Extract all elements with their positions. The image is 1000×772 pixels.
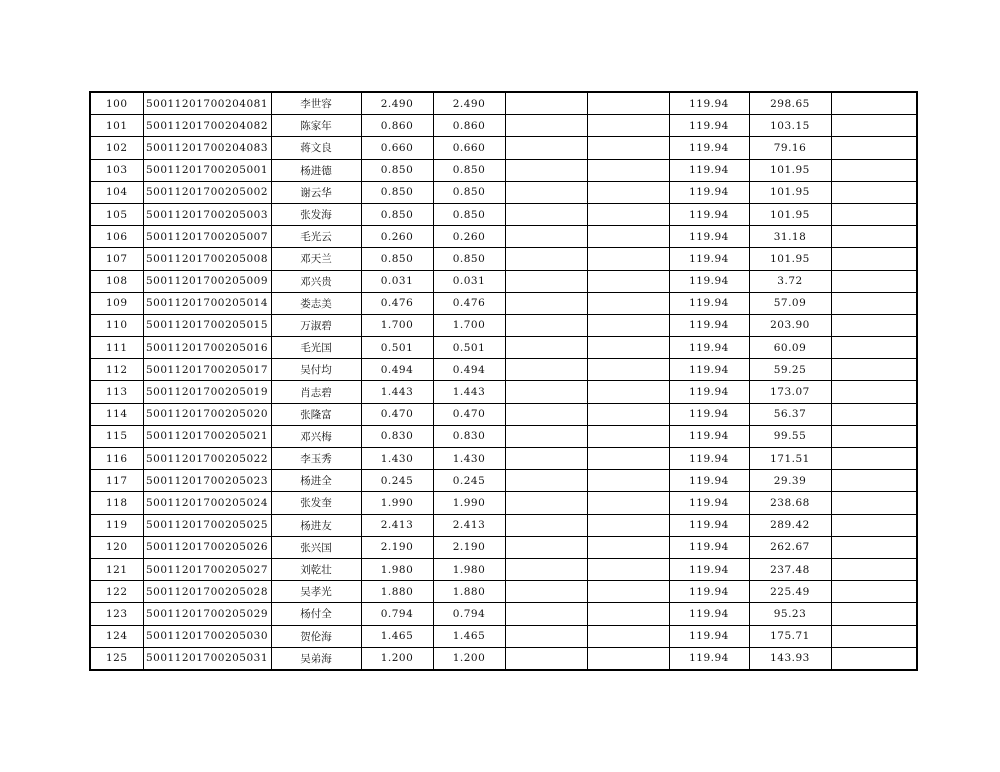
amount-cell: 101.95 (749, 181, 831, 203)
remark-cell (831, 92, 917, 115)
seq-cell: 124 (90, 625, 143, 647)
value-a-cell: 1.990 (361, 492, 433, 514)
seq-cell: 119 (90, 514, 143, 536)
id-cell: 50011201700205007 (143, 226, 271, 248)
remark-cell (831, 292, 917, 314)
value-a-cell: 1.465 (361, 625, 433, 647)
table-body (90, 92, 917, 670)
amount-cell: 225.49 (749, 581, 831, 603)
name-cell: 万淑碧 (271, 314, 361, 336)
amount-cell: 29.39 (749, 470, 831, 492)
value-a-cell: 2.413 (361, 514, 433, 536)
id-cell: 50011201700205020 (143, 403, 271, 425)
value-a-cell: 0.794 (361, 603, 433, 625)
value-b-cell: 2.490 (433, 92, 505, 115)
name-cell: 刘乾壮 (271, 558, 361, 580)
price-cell: 119.94 (669, 470, 749, 492)
id-cell: 50011201700205031 (143, 647, 271, 670)
price-cell: 119.94 (669, 314, 749, 336)
amount-cell: 103.15 (749, 115, 831, 137)
value-b-cell: 0.476 (433, 292, 505, 314)
blank-cell-b (587, 337, 669, 359)
remark-cell (831, 314, 917, 336)
blank-cell-b (587, 625, 669, 647)
amount-cell: 3.72 (749, 270, 831, 292)
value-a-cell: 0.850 (361, 159, 433, 181)
id-cell: 50011201700205003 (143, 203, 271, 225)
id-cell: 50011201700204081 (143, 92, 271, 115)
blank-cell-a (505, 625, 587, 647)
blank-cell-b (587, 181, 669, 203)
seq-cell: 105 (90, 203, 143, 225)
name-cell: 谢云华 (271, 181, 361, 203)
price-cell: 119.94 (669, 381, 749, 403)
seq-cell: 115 (90, 425, 143, 447)
id-cell: 50011201700205001 (143, 159, 271, 181)
seq-cell: 121 (90, 558, 143, 580)
blank-cell-b (587, 403, 669, 425)
blank-cell-b (587, 226, 669, 248)
value-a-cell: 1.430 (361, 448, 433, 470)
seq-cell: 103 (90, 159, 143, 181)
name-cell: 吴付均 (271, 359, 361, 381)
id-cell: 50011201700205002 (143, 181, 271, 203)
remark-cell (831, 337, 917, 359)
remark-cell (831, 425, 917, 447)
value-a-cell: 0.860 (361, 115, 433, 137)
blank-cell-a (505, 536, 587, 558)
remark-cell (831, 603, 917, 625)
table-row (90, 470, 917, 492)
value-a-cell: 0.245 (361, 470, 433, 492)
name-cell: 吴弟海 (271, 647, 361, 670)
amount-cell: 99.55 (749, 425, 831, 447)
blank-cell-a (505, 292, 587, 314)
seq-cell: 118 (90, 492, 143, 514)
blank-cell-b (587, 492, 669, 514)
value-b-cell: 1.430 (433, 448, 505, 470)
value-a-cell: 1.443 (361, 381, 433, 403)
value-b-cell: 0.794 (433, 603, 505, 625)
table-row (90, 647, 917, 670)
seq-cell: 102 (90, 137, 143, 159)
amount-cell: 56.37 (749, 403, 831, 425)
blank-cell-b (587, 514, 669, 536)
blank-cell-b (587, 203, 669, 225)
table-row (90, 226, 917, 248)
table-row (90, 492, 917, 514)
value-b-cell: 0.830 (433, 425, 505, 447)
blank-cell-a (505, 137, 587, 159)
table-row (90, 92, 917, 115)
blank-cell-b (587, 647, 669, 670)
table-row (90, 337, 917, 359)
blank-cell-a (505, 337, 587, 359)
seq-cell: 100 (90, 92, 143, 115)
value-a-cell: 0.494 (361, 359, 433, 381)
value-b-cell: 0.850 (433, 248, 505, 270)
amount-cell: 175.71 (749, 625, 831, 647)
blank-cell-b (587, 581, 669, 603)
id-cell: 50011201700205026 (143, 536, 271, 558)
blank-cell-b (587, 248, 669, 270)
data-table (89, 91, 918, 671)
remark-cell (831, 226, 917, 248)
remark-cell (831, 558, 917, 580)
table-row (90, 359, 917, 381)
value-a-cell: 1.700 (361, 314, 433, 336)
price-cell: 119.94 (669, 159, 749, 181)
price-cell: 119.94 (669, 536, 749, 558)
remark-cell (831, 514, 917, 536)
table-row (90, 625, 917, 647)
name-cell: 贺伦海 (271, 625, 361, 647)
blank-cell-a (505, 514, 587, 536)
seq-cell: 123 (90, 603, 143, 625)
blank-cell-a (505, 603, 587, 625)
price-cell: 119.94 (669, 181, 749, 203)
remark-cell (831, 448, 917, 470)
price-cell: 119.94 (669, 492, 749, 514)
blank-cell-b (587, 359, 669, 381)
amount-cell: 298.65 (749, 92, 831, 115)
seq-cell: 101 (90, 115, 143, 137)
amount-cell: 59.25 (749, 359, 831, 381)
name-cell: 张发奎 (271, 492, 361, 514)
blank-cell-a (505, 159, 587, 181)
value-b-cell: 0.494 (433, 359, 505, 381)
blank-cell-a (505, 381, 587, 403)
id-cell: 50011201700205014 (143, 292, 271, 314)
id-cell: 50011201700204083 (143, 137, 271, 159)
value-a-cell: 0.476 (361, 292, 433, 314)
seq-cell: 113 (90, 381, 143, 403)
id-cell: 50011201700205008 (143, 248, 271, 270)
blank-cell-b (587, 115, 669, 137)
amount-cell: 203.90 (749, 314, 831, 336)
blank-cell-a (505, 270, 587, 292)
amount-cell: 57.09 (749, 292, 831, 314)
name-cell: 邓天兰 (271, 248, 361, 270)
blank-cell-a (505, 181, 587, 203)
remark-cell (831, 381, 917, 403)
seq-cell: 104 (90, 181, 143, 203)
blank-cell-a (505, 359, 587, 381)
value-b-cell: 2.190 (433, 536, 505, 558)
seq-cell: 110 (90, 314, 143, 336)
remark-cell (831, 181, 917, 203)
price-cell: 119.94 (669, 603, 749, 625)
amount-cell: 101.95 (749, 203, 831, 225)
seq-cell: 111 (90, 337, 143, 359)
blank-cell-b (587, 470, 669, 492)
amount-cell: 238.68 (749, 492, 831, 514)
amount-cell: 101.95 (749, 248, 831, 270)
table-row (90, 314, 917, 336)
blank-cell-b (587, 448, 669, 470)
blank-cell-a (505, 558, 587, 580)
blank-cell-a (505, 226, 587, 248)
price-cell: 119.94 (669, 92, 749, 115)
amount-cell: 262.67 (749, 536, 831, 558)
price-cell: 119.94 (669, 625, 749, 647)
name-cell: 蒋文良 (271, 137, 361, 159)
remark-cell (831, 248, 917, 270)
value-b-cell: 1.443 (433, 381, 505, 403)
amount-cell: 101.95 (749, 159, 831, 181)
value-a-cell: 1.880 (361, 581, 433, 603)
value-b-cell: 0.245 (433, 470, 505, 492)
remark-cell (831, 359, 917, 381)
seq-cell: 120 (90, 536, 143, 558)
amount-cell: 60.09 (749, 337, 831, 359)
value-a-cell: 0.031 (361, 270, 433, 292)
value-b-cell: 0.031 (433, 270, 505, 292)
value-b-cell: 2.413 (433, 514, 505, 536)
value-b-cell: 1.700 (433, 314, 505, 336)
blank-cell-a (505, 92, 587, 115)
value-b-cell: 1.465 (433, 625, 505, 647)
blank-cell-b (587, 536, 669, 558)
remark-cell (831, 115, 917, 137)
value-b-cell: 1.200 (433, 647, 505, 670)
table-row (90, 603, 917, 625)
remark-cell (831, 536, 917, 558)
amount-cell: 79.16 (749, 137, 831, 159)
value-b-cell: 1.980 (433, 558, 505, 580)
price-cell: 119.94 (669, 115, 749, 137)
id-cell: 50011201700205029 (143, 603, 271, 625)
name-cell: 杨付全 (271, 603, 361, 625)
table-row (90, 514, 917, 536)
name-cell: 张发海 (271, 203, 361, 225)
amount-cell: 95.23 (749, 603, 831, 625)
value-b-cell: 0.850 (433, 159, 505, 181)
remark-cell (831, 647, 917, 670)
data-sheet (89, 91, 916, 669)
price-cell: 119.94 (669, 425, 749, 447)
value-b-cell: 0.260 (433, 226, 505, 248)
remark-cell (831, 492, 917, 514)
id-cell: 50011201700205016 (143, 337, 271, 359)
seq-cell: 114 (90, 403, 143, 425)
seq-cell: 108 (90, 270, 143, 292)
seq-cell: 117 (90, 470, 143, 492)
blank-cell-b (587, 558, 669, 580)
table-row (90, 115, 917, 137)
table-row (90, 425, 917, 447)
remark-cell (831, 159, 917, 181)
value-b-cell: 0.501 (433, 337, 505, 359)
blank-cell-a (505, 425, 587, 447)
seq-cell: 125 (90, 647, 143, 670)
seq-cell: 106 (90, 226, 143, 248)
name-cell: 陈家年 (271, 115, 361, 137)
value-a-cell: 0.850 (361, 181, 433, 203)
id-cell: 50011201700205024 (143, 492, 271, 514)
blank-cell-a (505, 115, 587, 137)
table-row (90, 581, 917, 603)
value-b-cell: 0.470 (433, 403, 505, 425)
value-a-cell: 1.980 (361, 558, 433, 580)
amount-cell: 171.51 (749, 448, 831, 470)
price-cell: 119.94 (669, 270, 749, 292)
blank-cell-b (587, 292, 669, 314)
id-cell: 50011201700205015 (143, 314, 271, 336)
value-b-cell: 0.860 (433, 115, 505, 137)
blank-cell-b (587, 603, 669, 625)
blank-cell-b (587, 381, 669, 403)
value-a-cell: 0.260 (361, 226, 433, 248)
id-cell: 50011201700205009 (143, 270, 271, 292)
price-cell: 119.94 (669, 359, 749, 381)
seq-cell: 116 (90, 448, 143, 470)
amount-cell: 289.42 (749, 514, 831, 536)
seq-cell: 112 (90, 359, 143, 381)
price-cell: 119.94 (669, 337, 749, 359)
blank-cell-a (505, 492, 587, 514)
price-cell: 119.94 (669, 137, 749, 159)
name-cell: 吴孝光 (271, 581, 361, 603)
price-cell: 119.94 (669, 248, 749, 270)
remark-cell (831, 270, 917, 292)
blank-cell-a (505, 403, 587, 425)
value-a-cell: 0.850 (361, 248, 433, 270)
name-cell: 李玉秀 (271, 448, 361, 470)
blank-cell-b (587, 92, 669, 115)
table-row (90, 448, 917, 470)
name-cell: 邓兴贵 (271, 270, 361, 292)
id-cell: 50011201700205019 (143, 381, 271, 403)
blank-cell-b (587, 159, 669, 181)
blank-cell-a (505, 314, 587, 336)
blank-cell-a (505, 248, 587, 270)
blank-cell-a (505, 647, 587, 670)
table-row (90, 270, 917, 292)
table-row (90, 137, 917, 159)
remark-cell (831, 203, 917, 225)
value-a-cell: 2.190 (361, 536, 433, 558)
amount-cell: 237.48 (749, 558, 831, 580)
id-cell: 50011201700205023 (143, 470, 271, 492)
id-cell: 50011201700205021 (143, 425, 271, 447)
price-cell: 119.94 (669, 514, 749, 536)
table-row (90, 292, 917, 314)
price-cell: 119.94 (669, 403, 749, 425)
id-cell: 50011201700204082 (143, 115, 271, 137)
name-cell: 张隆富 (271, 403, 361, 425)
remark-cell (831, 403, 917, 425)
price-cell: 119.94 (669, 448, 749, 470)
value-b-cell: 0.850 (433, 203, 505, 225)
table-row (90, 203, 917, 225)
amount-cell: 143.93 (749, 647, 831, 670)
name-cell: 李世容 (271, 92, 361, 115)
blank-cell-b (587, 314, 669, 336)
id-cell: 50011201700205028 (143, 581, 271, 603)
value-a-cell: 0.501 (361, 337, 433, 359)
value-a-cell: 0.830 (361, 425, 433, 447)
price-cell: 119.94 (669, 203, 749, 225)
name-cell: 邓兴梅 (271, 425, 361, 447)
amount-cell: 173.07 (749, 381, 831, 403)
price-cell: 119.94 (669, 647, 749, 670)
seq-cell: 122 (90, 581, 143, 603)
value-b-cell: 1.880 (433, 581, 505, 603)
remark-cell (831, 137, 917, 159)
value-a-cell: 1.200 (361, 647, 433, 670)
seq-cell: 107 (90, 248, 143, 270)
id-cell: 50011201700205022 (143, 448, 271, 470)
name-cell: 张兴国 (271, 536, 361, 558)
blank-cell-b (587, 425, 669, 447)
table-row (90, 181, 917, 203)
price-cell: 119.94 (669, 226, 749, 248)
table-row (90, 381, 917, 403)
name-cell: 肖志碧 (271, 381, 361, 403)
price-cell: 119.94 (669, 581, 749, 603)
blank-cell-a (505, 203, 587, 225)
table-row (90, 536, 917, 558)
id-cell: 50011201700205017 (143, 359, 271, 381)
value-a-cell: 0.850 (361, 203, 433, 225)
blank-cell-b (587, 270, 669, 292)
price-cell: 119.94 (669, 292, 749, 314)
remark-cell (831, 625, 917, 647)
id-cell: 50011201700205027 (143, 558, 271, 580)
blank-cell-a (505, 581, 587, 603)
remark-cell (831, 581, 917, 603)
table-row (90, 403, 917, 425)
id-cell: 50011201700205030 (143, 625, 271, 647)
name-cell: 杨进德 (271, 159, 361, 181)
id-cell: 50011201700205025 (143, 514, 271, 536)
value-a-cell: 2.490 (361, 92, 433, 115)
name-cell: 杨进友 (271, 514, 361, 536)
remark-cell (831, 470, 917, 492)
value-b-cell: 0.850 (433, 181, 505, 203)
name-cell: 杨进全 (271, 470, 361, 492)
name-cell: 毛光国 (271, 337, 361, 359)
seq-cell: 109 (90, 292, 143, 314)
value-a-cell: 0.470 (361, 403, 433, 425)
table-row (90, 558, 917, 580)
name-cell: 娄志美 (271, 292, 361, 314)
table-row (90, 248, 917, 270)
table-row (90, 159, 917, 181)
amount-cell: 31.18 (749, 226, 831, 248)
name-cell: 毛光云 (271, 226, 361, 248)
value-a-cell: 0.660 (361, 137, 433, 159)
blank-cell-a (505, 470, 587, 492)
blank-cell-a (505, 448, 587, 470)
value-b-cell: 1.990 (433, 492, 505, 514)
value-b-cell: 0.660 (433, 137, 505, 159)
blank-cell-b (587, 137, 669, 159)
price-cell: 119.94 (669, 558, 749, 580)
